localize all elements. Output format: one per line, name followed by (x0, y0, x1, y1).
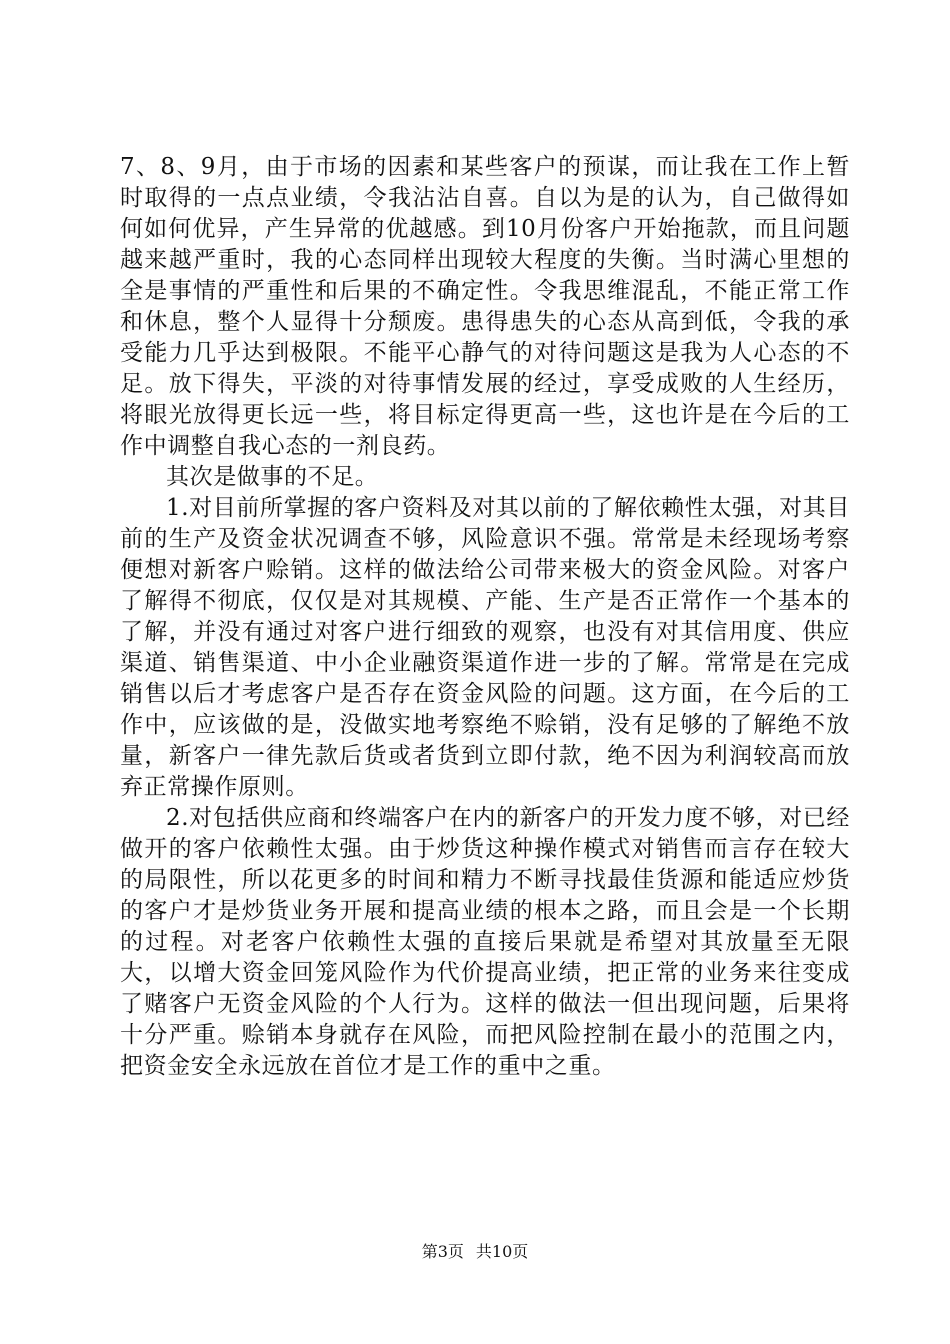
document-body (120, 152, 850, 1082)
paragraph-point-2: 2.对包括供应商和终端客户在内的新客户的开发力度不够，对已经做开的客户依赖性太强。由于炒货这种操作模式对销售而言存在较大的局限性，所以花更多的时间和精力不断寻找最佳货源和能适应炒货的客户才是炒货业务开展和提高业绩的根本之路，而且会是一个长期的过程。对老客户依赖性太强的直接后果就是希望对其放量至无限大，以增大资金回笼风险作为代价提高业绩，把正常的业务来往变成了赌客户无资金风险的个人行为。这样的做法一但出现问题，后果将十分严重。赊销本身就存在风险，而把风险控制在最小的范围之内，把资金安全永远放在首位才是工作的重中之重。 (120, 805, 850, 1079)
page-number: 第3页 (421, 1242, 464, 1261)
paragraph-point-1: 1.对目前所掌握的客户资料及对其以前的了解依赖性太强，对其目前的生产及资金状况调查不够，风险意识不强。常常是未经现场考察便想对新客户赊销。这样的做法给公司带来极大的资金风险。对客户了解得不彻底，仅仅是对其规模、产能、生产是否正常作一个基本的了解，并没有通过对客户进行细致的观察，也没有对其信用度、供应渠道、销售渠道、中小企业融资渠道作进一步的了解。常常是在完成销售以后才考虑客户是否存在资金风险的问题。这方面，在今后的工作中，应该做的是，没做实地考察绝不赊销，没有足够的了解绝不放量，新客户一律先款后货或者货到立即付款，绝不因为利润较高而放弃正常操作原则。 (120, 495, 850, 800)
paragraph-mindset: 7、8、9月，由于市场的因素和某些客户的预谋，而让我在工作上暂时取得的一点点业绩，令我沾沾自喜。自以为是的认为，自己做得如何如何优异，产生异常的优越感。到10月份客户开始拖款，而且问题越来越严重时，我的心态同样出现较大程度的失衡。当时满心里想的全是事情的严重性和后果的不确定性。令我思维混乱，不能正常工作和休息，整个人显得十分颓废。患得患失的心态从高到低，令我的承受能力几乎达到极限。不能平心静气的对待问题这是我为人心态的不足。放下得失，平淡的对待事情发展的经过，享受成败的人生经历，将眼光放得更长远一些，将目标定得更高一些，这也许是在今后的工作中调整自我心态的一剂良药。 (120, 154, 850, 459)
page-footer (0, 1242, 950, 1262)
paragraph-section-heading: 其次是做事的不足。 (166, 464, 379, 490)
page-total: 共10页 (475, 1242, 529, 1261)
